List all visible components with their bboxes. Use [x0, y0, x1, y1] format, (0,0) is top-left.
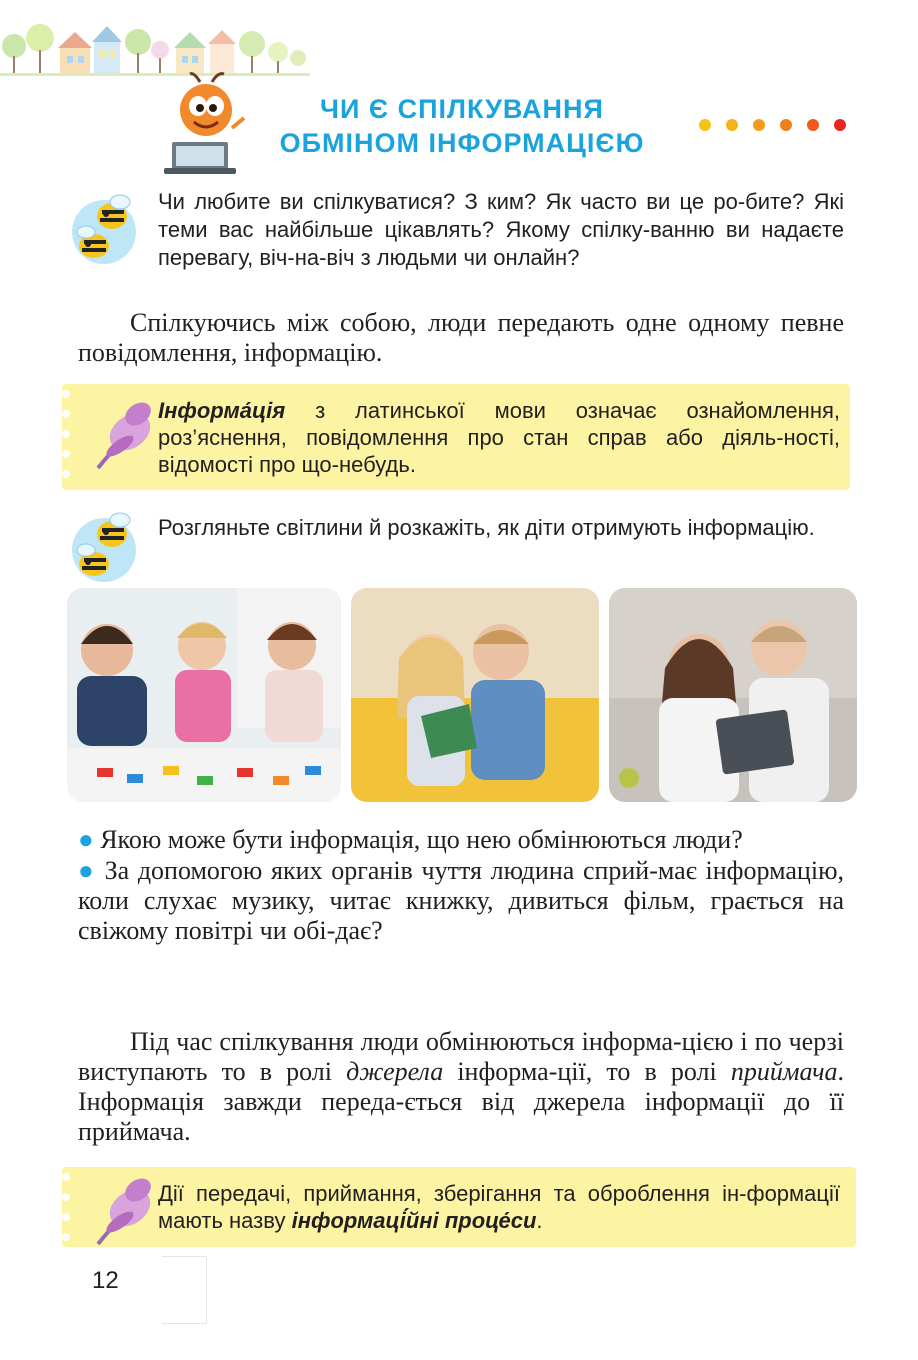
bullet-item-1	[78, 824, 844, 855]
decorative-dot	[780, 119, 792, 131]
paragraph-2-part-2: інформа-ції, то в ролі	[443, 1057, 731, 1086]
question-1: Чи любите ви спілкуватися? З ким? Як часто ви це ро-бите? Які теми вас найбільше цікавлять? Якому спілку-ванню ви надаєте перевагу, віч-на-віч з людьми чи онлайн?	[158, 189, 844, 270]
paragraph-2-part-1: Під час спілкування люди обмінюються інформа-цією і по черзі виступають то в ролі	[78, 1027, 844, 1086]
decorative-dot	[834, 119, 846, 131]
note-perforation	[62, 384, 82, 490]
bullet-text: За допомогою яких органів чуття людина сприй-має інформацію, коли слухає музику, читає книжку, дивиться фільм, грається на свіжому повітрі чи обі-дає?	[78, 856, 844, 945]
decorative-dot	[699, 119, 711, 131]
village-illustration	[0, 18, 310, 80]
term-source: джерела	[346, 1057, 444, 1086]
page-number: 12	[92, 1267, 119, 1294]
term-receiver: приймача	[730, 1057, 838, 1086]
photo-kids-reading-book	[351, 588, 599, 802]
paragraph-2	[78, 1027, 844, 1147]
decorative-dot	[753, 119, 765, 131]
bullet-dot: ●	[78, 824, 94, 854]
decorative-dots	[697, 117, 857, 133]
title-line-1: ЧИ Є СПІЛКУВАННЯ	[320, 94, 604, 124]
term-information-processes: інформаці́йні проце́си	[291, 1208, 537, 1233]
photo-kids-using-tablet	[609, 588, 857, 802]
bullet-item-2	[78, 855, 844, 946]
photo-kids-playing-blocks	[67, 588, 341, 802]
bees-icon	[66, 510, 146, 588]
definition-end: .	[536, 1208, 543, 1233]
decorative-dot	[807, 119, 819, 131]
page-corner-box	[162, 1256, 207, 1324]
paragraph-1: Спілкуючись між собою, люди передають одне одному певне повідомлення, інформацію.	[78, 308, 844, 367]
bullet-dot: ●	[78, 855, 96, 885]
pushpin-icon	[92, 396, 158, 474]
bullet-text: Якою може бути інформація, що нею обмінюються люди?	[100, 825, 743, 854]
bullet-list	[78, 824, 844, 946]
paragraph-2-part-3: . Інформація завжди переда-ється від джерела інформації до її приймача.	[78, 1057, 845, 1146]
page-title	[232, 92, 692, 160]
pushpin-icon	[92, 1172, 158, 1250]
bees-icon	[66, 192, 146, 270]
title-line-2: ОБМІНОМ ІНФОРМАЦІЄЮ	[279, 128, 645, 158]
definition-text: з латинської мови означає ознайомлення, роз’яснення, повідомлення про стан справ або діяль-ності, відомості про що-небудь.	[158, 398, 840, 477]
definition-note-1-text	[158, 397, 840, 478]
note-perforation	[62, 1167, 82, 1247]
definition-text: Дії передачі, приймання, зберігання та оброблення ін-формації мають назву	[158, 1181, 840, 1233]
term-information: Інформа́ція	[158, 398, 286, 423]
question-2: Розгляньте світлини й розкажіть, як діти отримують інформацію.	[158, 515, 815, 540]
decorative-dot	[726, 119, 738, 131]
definition-note-2-text	[158, 1180, 840, 1234]
